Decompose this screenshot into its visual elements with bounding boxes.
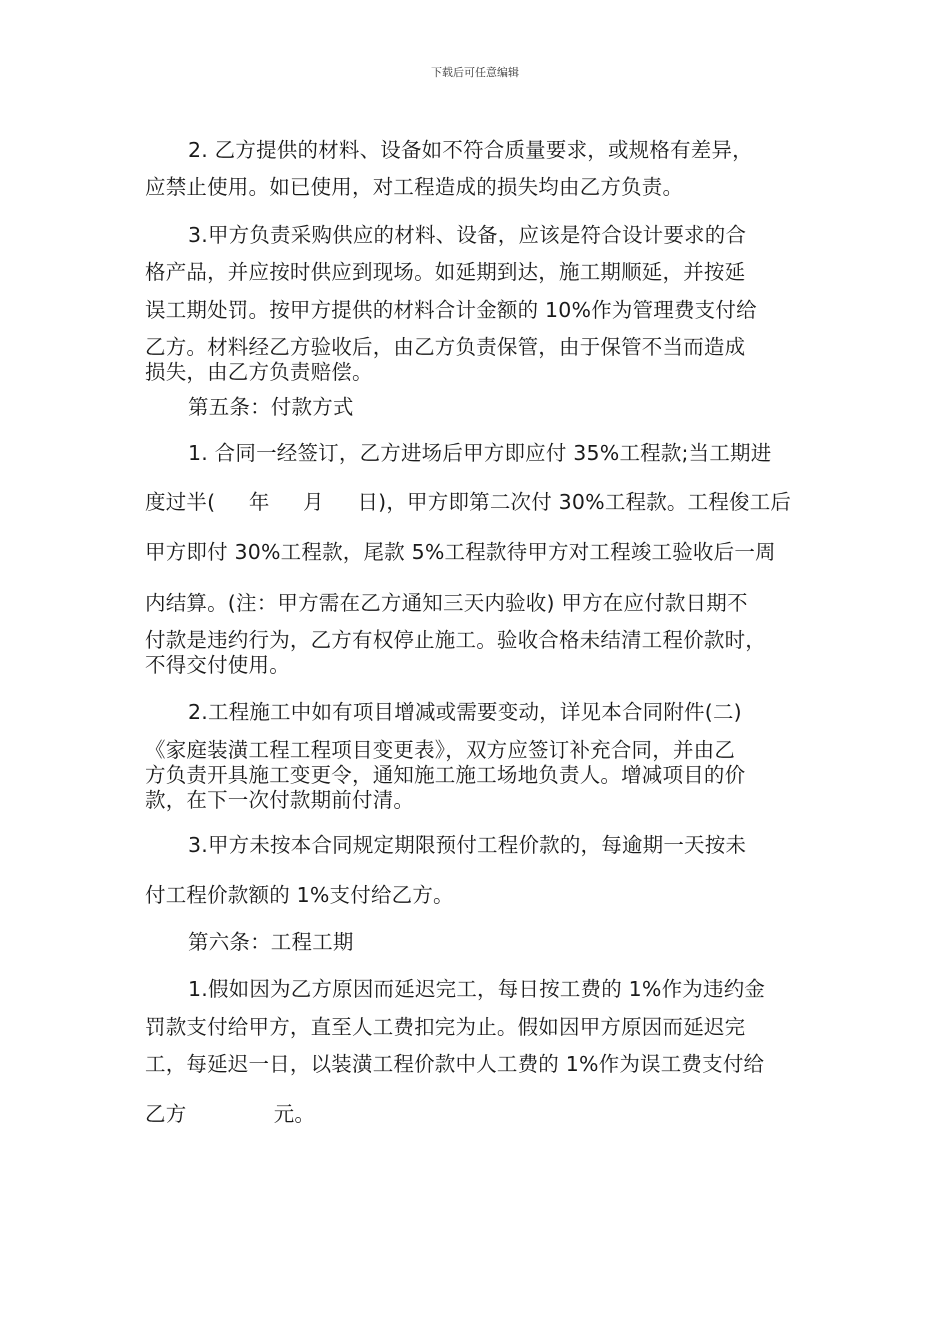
- page-header: 下载后可任意编辑: [431, 66, 519, 79]
- text-line: 款，在下一次付款期前付清。: [145, 788, 415, 812]
- text-line: 乙方 元。: [145, 1102, 316, 1126]
- text-line: 付款是违约行为，乙方有权停止施工。验收合格未结清工程价款时，: [145, 628, 766, 652]
- text-line: 《家庭装潢工程工程项目变更表》，双方应签订补充合同，并由乙: [145, 738, 736, 762]
- text-line: 3.甲方未按本合同规定期限预付工程价款的，每逾期一天按未: [188, 833, 747, 857]
- text-line: 2.工程施工中如有项目增减或需要变动，详见本合同附件(二): [188, 700, 742, 724]
- text-line: 工，每延迟一日，以装潢工程价款中人工费的 1%作为误工费支付给: [145, 1052, 765, 1076]
- text-line: 甲方即付 30%工程款，尾款 5%工程款待甲方对工程竣工验收后一周: [145, 540, 776, 564]
- text-line: 2. 乙方提供的材料、设备如不符合质量要求，或规格有差异，: [188, 138, 753, 162]
- section-heading: 第五条：付款方式: [188, 395, 354, 419]
- text-line: 罚款支付给甲方，直至人工费扣完为止。假如因甲方原因而延迟完: [145, 1015, 746, 1039]
- text-line: 应禁止使用。如已使用，对工程造成的损失均由乙方负责。: [145, 175, 684, 199]
- text-line: 格产品，并应按时供应到现场。如延期到达，施工期顺延，并按延: [145, 260, 746, 284]
- text-line: 1. 合同一经签订，乙方进场后甲方即应付 35%工程款;当工期进: [188, 441, 772, 465]
- text-line: 1.假如因为乙方原因而延迟完工，每日按工费的 1%作为违约金: [188, 977, 766, 1001]
- text-line: 付工程价款额的 1%支付给乙方。: [145, 883, 454, 907]
- text-line: 误工期处罚。按甲方提供的材料合计金额的 10%作为管理费支付给: [145, 298, 757, 322]
- text-line: 3.甲方负责采购供应的材料、设备，应该是符合设计要求的合: [188, 223, 747, 247]
- text-line: 乙方。材料经乙方验收后，由乙方负责保管，由于保管不当而造成: [145, 335, 746, 359]
- text-line: 损失，由乙方负责赔偿。: [145, 360, 373, 384]
- section-heading: 第六条：工程工期: [188, 930, 354, 954]
- text-line: 度过半( 年 月 日)，甲方即第二次付 30%工程款。工程俊工后: [145, 490, 792, 514]
- text-line: 内结算。(注：甲方需在乙方通知三天内验收) 甲方在应付款日期不: [145, 591, 748, 615]
- text-line: 不得交付使用。: [145, 653, 290, 677]
- text-line: 方负责开具施工变更令，通知施工施工场地负责人。增减项目的价: [145, 763, 746, 787]
